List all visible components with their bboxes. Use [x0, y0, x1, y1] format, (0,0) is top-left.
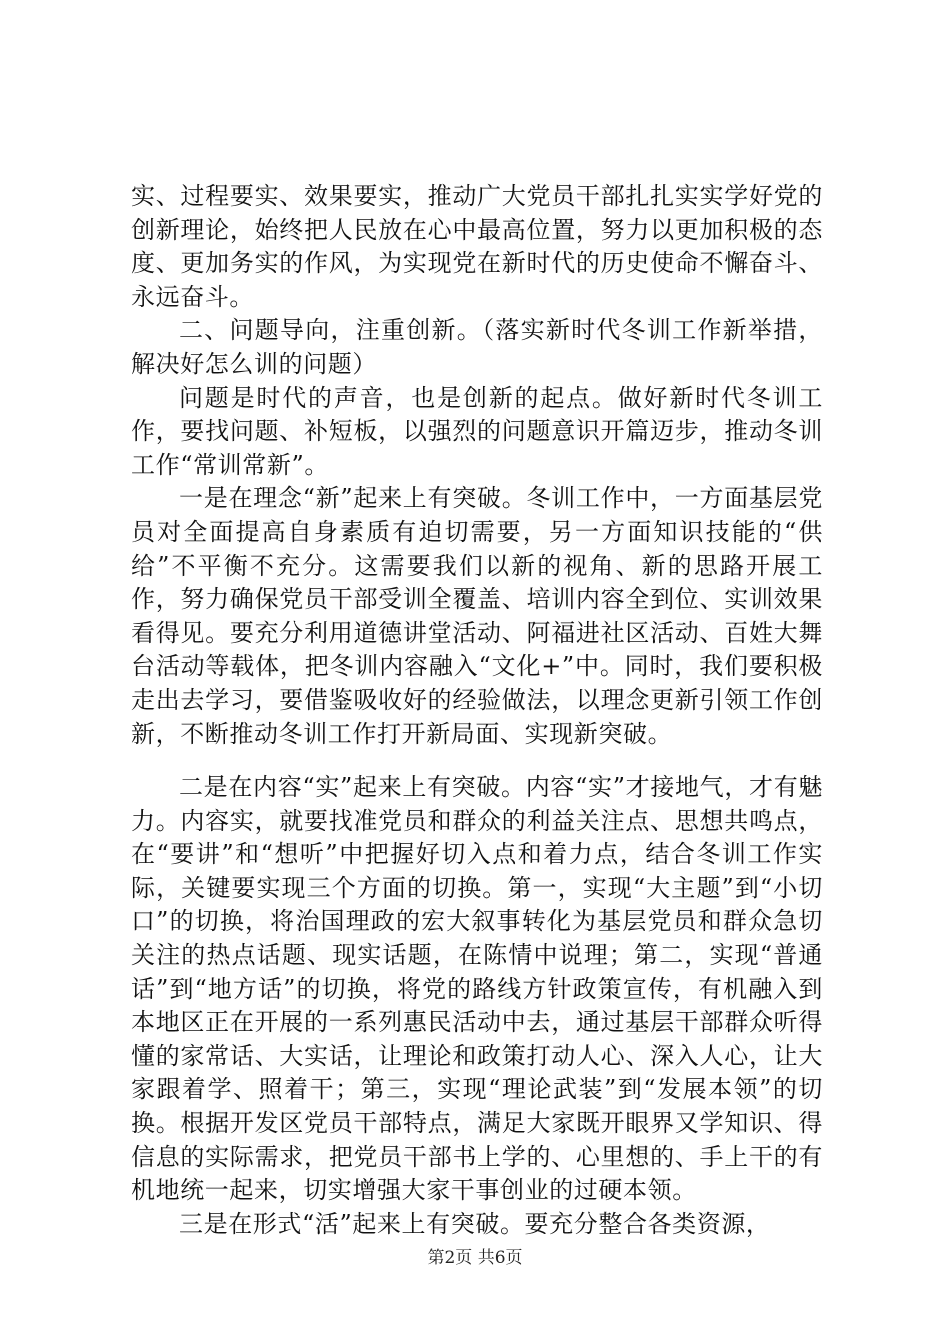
page-footer: 第2页 共6页 [427, 1248, 523, 1268]
paragraph-point-one: 一是在理念“新”起来上有突破。冬训工作中，一方面基层党员对全面提高自身素质有迫切需要，另一方面知识技能的“供给”不平衡不充分。这需要我们以新的视角、新的思路开展工作，努力确保党员干部受训全覆盖、培训内容全到位、实训效果看得见。要充分利用道德讲堂活动、阿福进社区活动、百姓大舞台活动等载体，把冬训内容融入“文化+”中。同时，我们要积极走出去学习，要借鉴吸收好的经验做法，以理念更新引领工作创新，不断推动冬训工作打开新局面、实现新突破。 [131, 484, 823, 748]
paragraph-intro: 问题是时代的声音，也是创新的起点。做好新时代冬训工作，要找问题、补短板，以强烈的问题意识开篇迈步，推动冬训工作“常训常新”。 [131, 383, 823, 479]
paragraph-continuation: 实、过程要实、效果要实，推动广大党员干部扎扎实实学好党的创新理论，始终把人民放在心中最高位置，努力以更加积极的态度、更加务实的作风，为实现党在新时代的历史使命不懈奋斗、永远奋斗。 [131, 182, 823, 311]
paragraph-point-three: 三是在形式“活”起来上有突破。要充分整合各类资源， [179, 1209, 771, 1238]
section-heading: 二、问题导向，注重创新。（落实新时代冬训工作新举措，解决好怎么训的问题） [131, 316, 823, 378]
paragraph-point-two: 二是在内容“实”起来上有突破。内容“实”才接地气，才有魅力。内容实，就要找准党员和群众的利益关注点、思想共鸣点，在“要讲”和“想听”中把握好切入点和着力点，结合冬训工作实际，关键要实现三个方面的切换。第一，实现“大主题”到“小切口”的切换，将治国理政的宏大叙事转化为基层党员和群众急切关注的热点话题、现实话题，在陈情中说理；第二，实现“普通话”到“地方话”的切换，将党的路线方针政策宣传，有机融入到本地区正在开展的一系列惠民活动中去，通过基层干部群众听得懂的家常话、大实话，让理论和政策打动人心、深入人心，让大家跟着学、照着干；第三，实现“理论武装”到“发展本领”的切换。根据开发区党员干部特点，满足大家既开眼界又学知识、得信息的实际需求，把党员干部书上学的、心里想的、手上干的有机地统一起来，切实增强大家干事创业的过硬本领。 [131, 773, 823, 1205]
document-body [131, 180, 823, 1241]
